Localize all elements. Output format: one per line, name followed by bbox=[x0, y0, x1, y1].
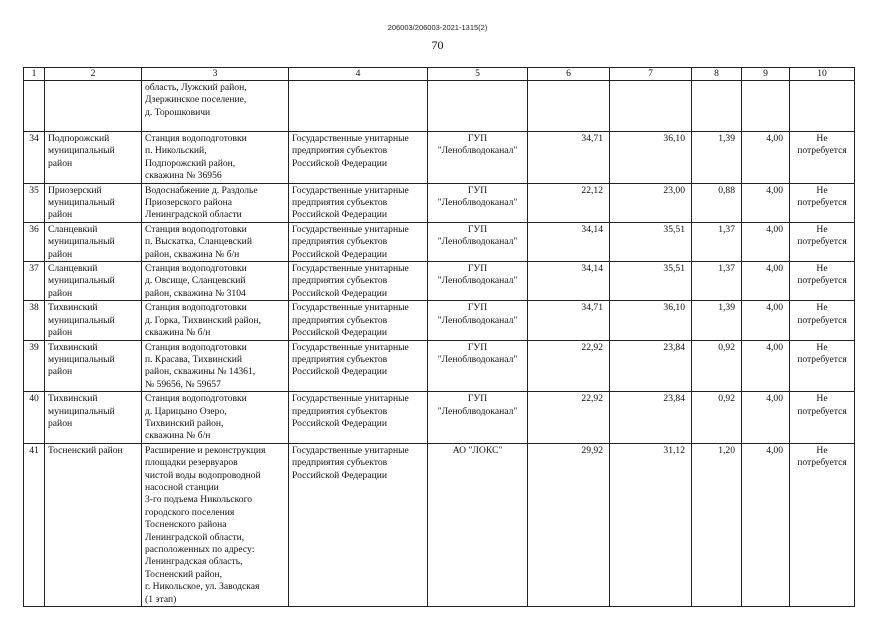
value-cell-8: 0,92 bbox=[692, 340, 742, 392]
district-cell: Сланцевкий муниципальный район bbox=[45, 222, 142, 261]
district-cell: Тихвинский муниципальный район bbox=[45, 301, 142, 340]
note-cell: Не потребуется bbox=[790, 262, 855, 301]
organization-cell: ГУП "Леноблводоканал" bbox=[428, 392, 528, 444]
column-header: 6 bbox=[528, 68, 610, 81]
value-cell-8: 0,88 bbox=[692, 183, 742, 222]
header-row bbox=[24, 68, 855, 81]
value-cell-6: 22,12 bbox=[528, 183, 610, 222]
column-header: 10 bbox=[790, 68, 855, 81]
value-cell-7: 31,12 bbox=[610, 443, 692, 606]
object-cell: Станция водоподготовки д. Горка, Тихвинский район, скважина № б/н bbox=[142, 301, 289, 340]
value-cell-9: 4,00 bbox=[742, 183, 790, 222]
value-cell-7: 23,84 bbox=[610, 392, 692, 444]
value-cell-9: 4,00 bbox=[742, 132, 790, 184]
district-cell: Тихвинский муниципальный район bbox=[45, 340, 142, 392]
note-cell: Не потребуется bbox=[790, 443, 855, 606]
table-row bbox=[24, 340, 855, 392]
organization-cell: ГУП "Леноблводоканал" bbox=[428, 222, 528, 261]
value-cell-8: 1,39 bbox=[692, 301, 742, 340]
object-cell: Станция водоподготовки д. Овсище, Сланцевский район, скважина № 3104 bbox=[142, 262, 289, 301]
value-cell-9: 4,00 bbox=[742, 222, 790, 261]
district-cell: Тихвинский муниципальный район bbox=[45, 392, 142, 444]
row-number bbox=[24, 81, 45, 132]
value-cell-8 bbox=[692, 81, 742, 132]
value-cell-6 bbox=[528, 81, 610, 132]
district-cell: Подпорожский муниципальный район bbox=[45, 132, 142, 184]
object-cell: Расширение и реконструкция площадки резервуаров чистой воды водопроводной насосной станции 3-го подъема Никольского городского поселения Тосненского района Ленинградской области, расположенных по адресу: Ленинградская область, Тосненский район, г. Никольское, ул. Заводская (1 этап) bbox=[142, 443, 289, 606]
table-row bbox=[24, 183, 855, 222]
organization-cell: ГУП "Леноблводоканал" bbox=[428, 301, 528, 340]
district-cell: Тосненский район bbox=[45, 443, 142, 606]
value-cell-9: 4,00 bbox=[742, 443, 790, 606]
organization-cell bbox=[428, 81, 528, 132]
table-row bbox=[24, 262, 855, 301]
note-cell: Не потребуется bbox=[790, 392, 855, 444]
object-cell: Водоснабжение д. Раздолье Приозерского района Ленинградской области bbox=[142, 183, 289, 222]
value-cell-7: 36,10 bbox=[610, 132, 692, 184]
owner-cell: Государственные унитарные предприятия субъектов Российской Федерации bbox=[289, 392, 428, 444]
table-row bbox=[24, 301, 855, 340]
table-row bbox=[24, 443, 855, 606]
district-cell bbox=[45, 81, 142, 132]
value-cell-6: 29,92 bbox=[528, 443, 610, 606]
value-cell-8: 1,20 bbox=[692, 443, 742, 606]
column-header: 2 bbox=[45, 68, 142, 81]
column-header: 4 bbox=[289, 68, 428, 81]
organization-cell: ГУП "Леноблводоканал" bbox=[428, 262, 528, 301]
owner-cell: Государственные унитарные предприятия субъектов Российской Федерации bbox=[289, 222, 428, 261]
note-cell: Не потребуется bbox=[790, 132, 855, 184]
column-header: 3 bbox=[142, 68, 289, 81]
row-number: 39 bbox=[24, 340, 45, 392]
owner-cell: Государственные унитарные предприятия субъектов Российской Федерации bbox=[289, 443, 428, 606]
table-row bbox=[24, 222, 855, 261]
value-cell-9: 4,00 bbox=[742, 392, 790, 444]
note-cell bbox=[790, 81, 855, 132]
table-row bbox=[24, 132, 855, 184]
note-cell: Не потребуется bbox=[790, 301, 855, 340]
row-number: 37 bbox=[24, 262, 45, 301]
row-number: 40 bbox=[24, 392, 45, 444]
object-cell: Станция водоподготовки п. Никольский, Подпорожский район, скважина № 36956 bbox=[142, 132, 289, 184]
value-cell-6: 34,14 bbox=[528, 262, 610, 301]
owner-cell: Государственные унитарные предприятия субъектов Российской Федерации bbox=[289, 262, 428, 301]
row-number: 36 bbox=[24, 222, 45, 261]
value-cell-7: 23,00 bbox=[610, 183, 692, 222]
value-cell-8: 1,39 bbox=[692, 132, 742, 184]
object-cell: Станция водоподготовки д. Царицыно Озеро, Тихвинский район, скважина № б/н bbox=[142, 392, 289, 444]
value-cell-6: 22,92 bbox=[528, 392, 610, 444]
note-cell: Не потребуется bbox=[790, 340, 855, 392]
value-cell-8: 1,37 bbox=[692, 222, 742, 261]
district-cell: Приозерский муниципальный район bbox=[45, 183, 142, 222]
value-cell-6: 34,71 bbox=[528, 132, 610, 184]
owner-cell: Государственные унитарные предприятия субъектов Российской Федерации bbox=[289, 340, 428, 392]
table-row bbox=[24, 81, 855, 132]
column-header: 9 bbox=[742, 68, 790, 81]
owner-cell bbox=[289, 81, 428, 132]
table-row bbox=[24, 392, 855, 444]
page-number: 70 bbox=[431, 38, 444, 52]
row-number: 34 bbox=[24, 132, 45, 184]
organization-cell: ГУП "Леноблводоканал" bbox=[428, 183, 528, 222]
value-cell-7: 35,51 bbox=[610, 262, 692, 301]
value-cell-6: 34,71 bbox=[528, 301, 610, 340]
district-cell: Сланцевкий муниципальный район bbox=[45, 262, 142, 301]
value-cell-8: 1,37 bbox=[692, 262, 742, 301]
value-cell-7 bbox=[610, 81, 692, 132]
value-cell-6: 34,14 bbox=[528, 222, 610, 261]
row-number: 38 bbox=[24, 301, 45, 340]
note-cell: Не потребуется bbox=[790, 222, 855, 261]
organization-cell: ГУП "Леноблводоканал" bbox=[428, 132, 528, 184]
value-cell-7: 35,51 bbox=[610, 222, 692, 261]
value-cell-7: 23,84 bbox=[610, 340, 692, 392]
column-header: 1 bbox=[24, 68, 45, 81]
column-header: 5 bbox=[428, 68, 528, 81]
value-cell-7: 36,10 bbox=[610, 301, 692, 340]
owner-cell: Государственные унитарные предприятия субъектов Российской Федерации bbox=[289, 301, 428, 340]
object-cell: Станция водоподготовки п. Выскатка, Сланцевский район, скважина № б/н bbox=[142, 222, 289, 261]
column-header: 8 bbox=[692, 68, 742, 81]
note-cell: Не потребуется bbox=[790, 183, 855, 222]
document-id: 206003/206003-2021-1315(2) bbox=[387, 23, 488, 32]
row-number: 35 bbox=[24, 183, 45, 222]
organization-cell: ГУП "Леноблводоканал" bbox=[428, 340, 528, 392]
value-cell-9: 4,00 bbox=[742, 340, 790, 392]
value-cell-6: 22,92 bbox=[528, 340, 610, 392]
owner-cell: Государственные унитарные предприятия субъектов Российской Федерации bbox=[289, 132, 428, 184]
value-cell-9: 4,00 bbox=[742, 301, 790, 340]
row-number: 41 bbox=[24, 443, 45, 606]
organization-cell: АО "ЛОКС" bbox=[428, 443, 528, 606]
value-cell-9: 4,00 bbox=[742, 262, 790, 301]
owner-cell: Государственные унитарные предприятия субъектов Российской Федерации bbox=[289, 183, 428, 222]
value-cell-8: 0,92 bbox=[692, 392, 742, 444]
object-cell: область, Лужский район, Дзержинское поселение, д. Торошковичи bbox=[142, 81, 289, 132]
data-table bbox=[23, 67, 855, 607]
value-cell-9 bbox=[742, 81, 790, 132]
object-cell: Станция водоподготовки п. Красава, Тихвинский район, скважины № 14361, № 59656, № 59657 bbox=[142, 340, 289, 392]
column-header: 7 bbox=[610, 68, 692, 81]
